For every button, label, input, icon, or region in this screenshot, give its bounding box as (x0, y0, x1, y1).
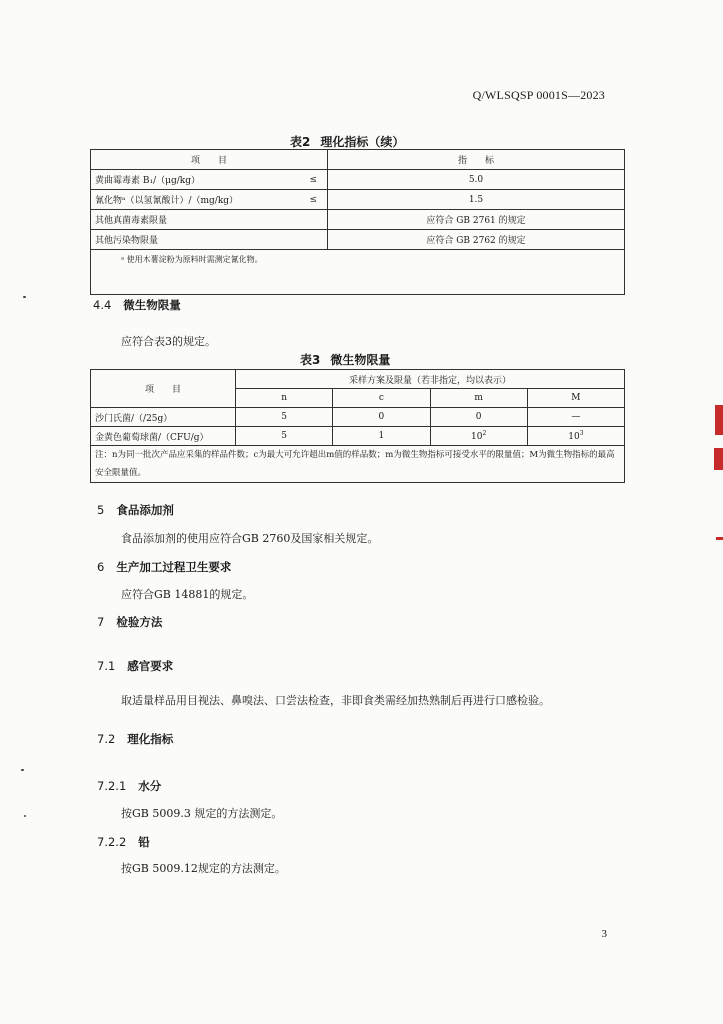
section-7-2-2-text: 按GB 5009.12规定的方法测定。 (121, 862, 286, 875)
section-7-1-text: 取适量样品用目视法、鼻嗅法、口尝法检查，非即食类需经加热熟制后再进行口感检验。 (121, 694, 550, 707)
table2-cell-item: 其他真菌毒素限量 (91, 210, 328, 230)
table3-cell-m: 0 (430, 408, 527, 427)
section-4-4-heading (93, 297, 181, 313)
table3-col-n: n (236, 389, 333, 408)
table3-cell-c: 0 (333, 408, 430, 427)
section-title: 铅 (138, 835, 150, 849)
table3-note-row (91, 446, 625, 483)
section-number: 5 (97, 503, 105, 517)
table3-cell-n: 5 (236, 427, 333, 446)
table2-caption (290, 133, 404, 150)
section-number: 4.4 (93, 298, 112, 312)
section-7-2-heading (97, 731, 173, 747)
table2-note: ᵃ 使用木薯淀粉为原料时需测定氰化物。 (91, 250, 625, 295)
scan-speck (21, 769, 24, 771)
table3-caption (300, 351, 390, 368)
table2-note-row (91, 250, 625, 295)
section-7-2-1-heading (97, 778, 161, 794)
section-5-heading (97, 502, 174, 518)
scan-speck (23, 296, 26, 298)
section-number: 7.1 (97, 659, 116, 673)
table2-title: 理化指标（续） (320, 135, 405, 149)
table2-cell-value: 应符合 GB 2761 的规定 (328, 210, 625, 230)
table2-cell-op: ≤ (209, 170, 328, 190)
table2-col-value: 指 标 (328, 150, 625, 170)
table2 (90, 149, 625, 295)
table3-group-header: 采样方案及限量（若非指定，均以表示） (236, 370, 625, 389)
M-base: 10 (568, 432, 580, 442)
page-number: 3 (601, 928, 607, 940)
section-6-text: 应符合GB 14881的规定。 (121, 588, 254, 601)
table-row (91, 408, 625, 427)
section-title: 理化指标 (127, 732, 174, 746)
section-number: 7.2.2 (97, 835, 127, 849)
section-title: 生产加工过程卫生要求 (116, 560, 232, 574)
table3-col-m: m (430, 389, 527, 408)
m-base: 10 (470, 432, 483, 442)
table3 (90, 369, 625, 483)
table3-cell-n: 5 (236, 408, 333, 427)
M-exponent: 3 (579, 430, 584, 437)
section-number: 7.2.1 (97, 779, 127, 793)
document-code: Q/WLSQSP 0001S—2023 (472, 88, 605, 102)
table3-cell-c: 1 (333, 427, 430, 446)
section-7-1-heading (97, 658, 173, 674)
edge-mark (716, 537, 723, 540)
table3-cell-M: — (527, 408, 624, 427)
table3-cell-item: 金黄色葡萄球菌/（CFU/g） (91, 427, 236, 446)
table2-cell-value: 1.5 (328, 190, 625, 210)
table3-number: 表3 (300, 353, 321, 367)
section-6-heading (97, 559, 231, 575)
section-title: 食品添加剂 (116, 503, 174, 517)
section-7-2-1-text: 按GB 5009.3 规定的方法测定。 (121, 807, 283, 820)
table-row (91, 190, 625, 210)
table3-title: 微生物限量 (330, 353, 391, 367)
table2-cell-item: 其他污染物限量 (91, 230, 328, 250)
section-title: 微生物限量 (123, 298, 181, 312)
section-7-heading (97, 614, 162, 630)
table2-cell-item: 黄曲霉毒素 B₁/（μg/kg） (91, 170, 210, 190)
section-7-2-2-heading (97, 834, 150, 850)
table-row (91, 230, 625, 250)
table-row (91, 427, 625, 446)
table3-header-row (91, 370, 625, 389)
table3-col-c: c (333, 389, 430, 408)
table2-number: 表2 (290, 135, 311, 149)
m-exponent: 2 (482, 430, 487, 437)
table3-col-M: M (527, 389, 624, 408)
table3-cell-m (430, 427, 527, 446)
section-title: 检验方法 (116, 615, 163, 629)
section-number: 7.2 (97, 732, 116, 746)
table2-cell-value: 应符合 GB 2762 的规定 (328, 230, 625, 250)
scan-speck (24, 815, 26, 817)
table-row (91, 170, 625, 190)
table2-cell-item: 氰化物ᵃ（以氢氰酸计）/（mg/kg） (91, 190, 210, 210)
section-number: 6 (97, 560, 105, 574)
section-title: 水分 (138, 779, 162, 793)
table2-cell-value: 5.0 (328, 170, 625, 190)
table2-cell-op: ≤ (209, 190, 328, 210)
section-number: 7 (97, 615, 105, 629)
section-4-4-text: 应符合表3的规定。 (121, 335, 216, 348)
edge-mark (715, 405, 723, 435)
table3-cell-M (527, 427, 624, 446)
table3-note: 注：n为同一批次产品应采集的样品件数；c为最大可允许超出m值的样品数；m为微生物指标可接受水平的限量值；M为微生物指标的最高安全限量值。 (91, 446, 625, 483)
edge-mark (714, 448, 723, 470)
section-title: 感官要求 (127, 659, 174, 673)
table2-col-item: 项 目 (91, 150, 328, 170)
table2-header-row (91, 150, 625, 170)
section-5-text: 食品添加剂的使用应符合GB 2760及国家相关规定。 (121, 532, 379, 545)
table3-col-item: 项 目 (91, 370, 236, 408)
table-row (91, 210, 625, 230)
table3-cell-item: 沙门氏菌/（/25g） (91, 408, 236, 427)
